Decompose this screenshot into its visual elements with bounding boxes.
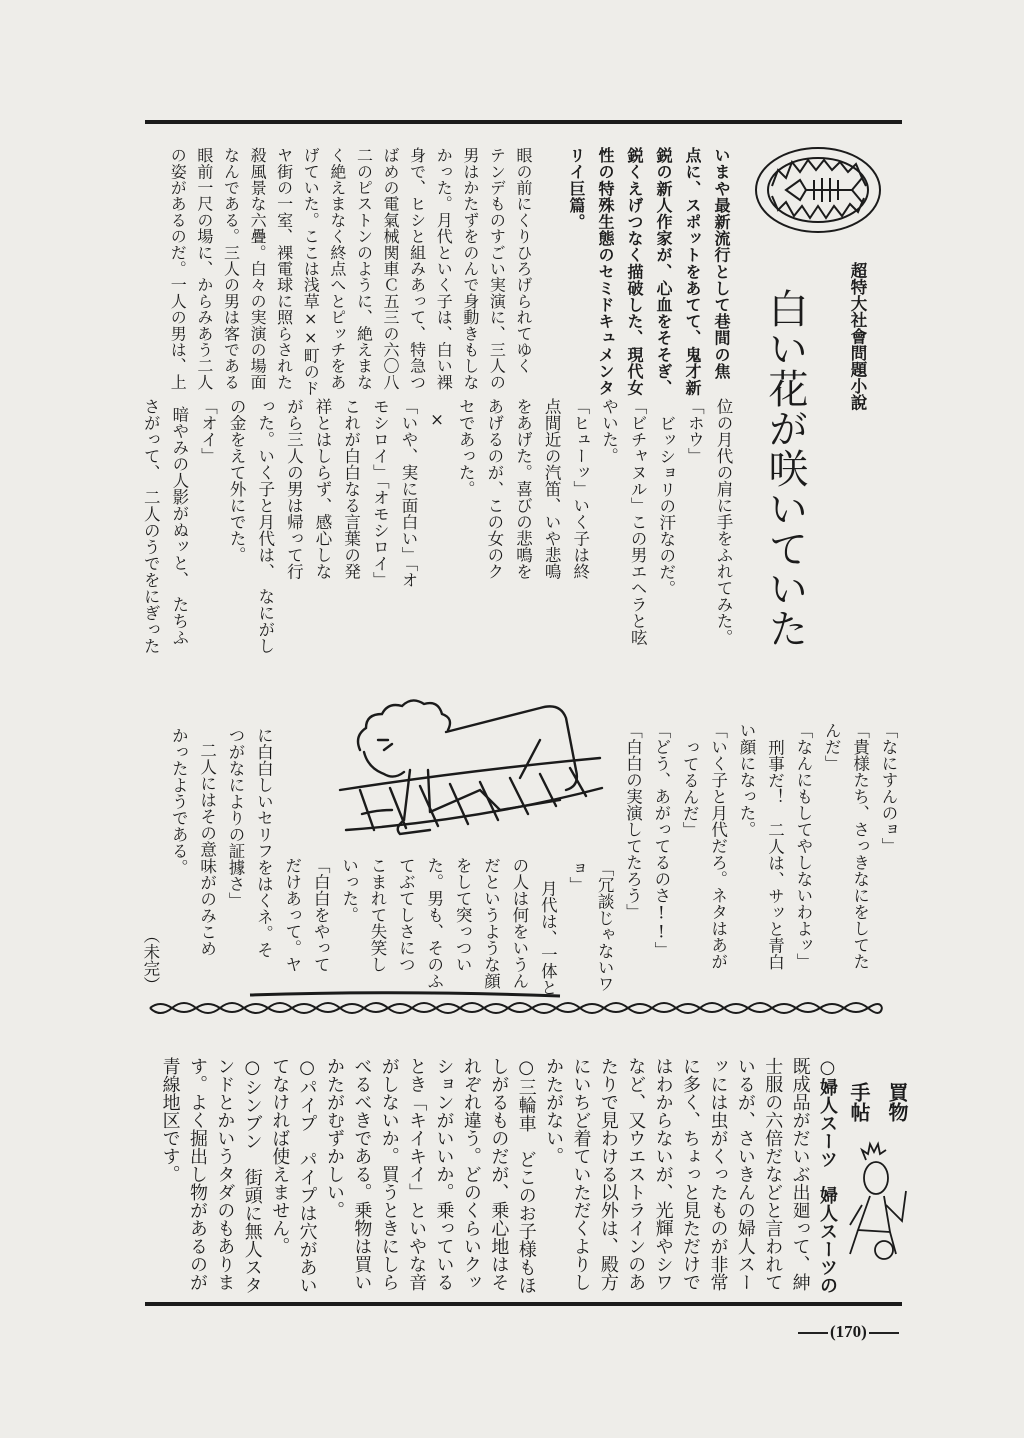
- text-column: く絶えまなく終点へとピッチをあ: [327, 147, 347, 390]
- text-column: とき「キイキイ」といやな音: [406, 1057, 428, 1291]
- text-column: しがるものだが、乗心地はそ: [488, 1057, 510, 1291]
- text-column: に多く、ちょっと見ただけで: [680, 1057, 702, 1291]
- lede-column: 点に、スポットをあてて、鬼才新: [683, 147, 702, 396]
- shopping-heading-2: 手帖: [847, 1082, 871, 1122]
- fish-emblem-icon: [756, 148, 880, 232]
- text-column: 「どう、あがってるのさ!!」: [651, 722, 671, 958]
- lede-column: 鋭の新人作家が、心血をそそぎ、: [654, 147, 673, 396]
- text-column: やいた。: [599, 398, 619, 464]
- text-column: 「いく子と月代だろ。ネタはあが: [708, 722, 728, 970]
- text-column: 「白白をやって: [311, 857, 331, 973]
- article-title: 白い花が咲いていた: [762, 288, 808, 648]
- text-column: 「ビチャヌル」この男エヘラと呟: [628, 398, 648, 646]
- text-column: 刑事だ！ 二人は、サッと青白: [765, 739, 785, 970]
- text-column: い顔になった。: [737, 722, 757, 838]
- text-column: だというような顔: [481, 857, 501, 989]
- text-column: あげるのが、この女のク: [484, 398, 504, 580]
- text-column: モシロイ」「オモシロイ」: [370, 398, 390, 588]
- shopper-figure-illustration: [850, 1144, 906, 1259]
- section-break-mark: ×: [427, 410, 447, 429]
- text-column: 殺風景な六疊。白々の実演の場面: [248, 147, 268, 390]
- text-column: ヤ街の一室、裸電球に照らされた: [274, 147, 294, 390]
- text-column: つがなによりの証據さ」: [226, 727, 246, 909]
- lede-column: いまや最新流行として巷間の焦: [712, 147, 731, 380]
- text-column: ってるんだ」: [680, 739, 700, 838]
- text-column: れぞれ違う。どのくらいクッ: [460, 1057, 482, 1291]
- text-column: 二人にはその意味がのみこめ: [197, 742, 217, 957]
- text-column: ビッショリの汗なのだ。: [656, 415, 676, 597]
- text-column: 祥とはしらず、感心しな: [313, 398, 333, 580]
- text-column: ョ」: [566, 860, 586, 893]
- lede-column: リイ巨篇。: [567, 147, 586, 230]
- text-column: げていた。ここは浅草××町のド: [301, 147, 321, 396]
- text-column: だけあって。ヤ: [282, 857, 302, 973]
- text-column: 「白白の実演してたろう」: [623, 722, 643, 920]
- text-column: かった。月代といく子は、白い裸: [434, 147, 454, 390]
- text-column: った。いく子と月代は、 なにがし: [255, 398, 275, 654]
- lede-column: 性の特殊生態のセミドキュメンタ: [596, 147, 615, 396]
- text-column: の姿があるのだ。一人の男は、上: [168, 147, 188, 390]
- text-column: 「オイ」: [198, 398, 218, 464]
- text-column: セであった。: [456, 398, 476, 497]
- text-column: 士服の六倍だなどと言われて: [762, 1057, 784, 1291]
- text-column: に白白しいセリフをはくネ。そ: [254, 727, 274, 958]
- text-column: がら三人の男は帰って行: [284, 398, 304, 580]
- text-column: かったようである。: [169, 727, 189, 876]
- text-column: 「ヒューッ」いく子は終: [570, 398, 590, 580]
- text-column: ッには虫がくったものが非常: [707, 1057, 729, 1291]
- text-column: これが白白なる言葉の発: [341, 398, 361, 580]
- text-column: 既成品がだいぶ出廻って、紳: [789, 1057, 811, 1291]
- text-column: ○パイプ パイプは穴があい: [296, 1057, 318, 1294]
- text-column: がしないか。買うときにしら: [378, 1057, 400, 1291]
- text-column: かたがむずかしい。: [323, 1057, 345, 1219]
- article-body-tier-1: [164, 147, 536, 396]
- chain-divider-ornament: [150, 993, 882, 1013]
- text-column: 点間近の汽笛、いや悲鳴: [542, 398, 562, 580]
- text-column: 眼の前にくりひろげられてゆく: [514, 147, 533, 374]
- text-column: 位の月代の肩に手をふれてみた。: [714, 398, 733, 646]
- text-column: かたがない。: [543, 1057, 565, 1165]
- page-number: (170): [796, 1322, 901, 1342]
- text-column: んだ」: [822, 722, 842, 772]
- text-column: ○三輪車 どこのお子様もほ: [515, 1057, 537, 1294]
- text-column: いった。: [339, 857, 359, 923]
- text-column: など、又ウエストラインのあ: [625, 1057, 647, 1291]
- text-column: の金をえて外にでた。: [227, 398, 247, 563]
- text-column: 「なにすんのョ」: [879, 722, 898, 854]
- text-column: 暗やみの人影がぬッと、 たちふ: [169, 406, 189, 646]
- text-column: 二のピストンのように、絶えまな: [354, 147, 374, 390]
- text-column: はわからないが、光輝やシワ: [652, 1057, 674, 1291]
- text-column: ○婦人スーツ 婦人スーツの: [817, 1057, 838, 1294]
- text-column: をして突っつい: [453, 857, 473, 973]
- text-column: ○シンブン 街頭に無人スタ: [241, 1057, 263, 1294]
- text-column: の人は何をいうん: [509, 857, 529, 989]
- text-column: ンドとかいうタダのもありま: [214, 1057, 236, 1291]
- text-column: にいちど着ていただくよりし: [570, 1057, 592, 1291]
- article-kicker: 超特大社會問題小說: [848, 262, 867, 411]
- text-column: 「貴様たち、さっきなにをしてた: [850, 722, 870, 970]
- text-column: なんである。三人の男は客である: [221, 147, 241, 390]
- text-column: 「なんにもしてやしないわよッ」: [793, 722, 813, 970]
- text-column: 青線地区です。: [159, 1057, 181, 1183]
- text-column: 月代は、一体と: [538, 880, 558, 996]
- text-column: ばめの電氣械関車Ｃ五三の六〇八: [381, 147, 401, 390]
- text-column: 眼前一尺の場に、からみあう二人: [194, 147, 214, 390]
- text-column: こまれて失笑し: [367, 857, 387, 973]
- text-column: たりで見わける以外は、殿方: [597, 1057, 619, 1291]
- text-column: いるが、さいきんの婦人スー: [734, 1057, 756, 1291]
- text-column: てなければ使えません。: [269, 1057, 291, 1255]
- shopping-notes: [156, 1057, 841, 1294]
- text-column: さがって、 二人のうでをにぎった: [141, 398, 161, 654]
- text-column: べるべきである。乗物は買い: [351, 1057, 373, 1291]
- text-column: た。男も、そのふ: [424, 857, 444, 989]
- text-column: す。よく掘出し物があるのが: [187, 1057, 209, 1291]
- to-be-continued-mark: （未完）: [140, 927, 160, 993]
- lede-column: 鋭くえげつなく描破した、現代女: [625, 147, 644, 396]
- text-column: 「いや、実に面白い」「オ: [398, 398, 418, 588]
- shopping-heading-1: 買物: [885, 1082, 909, 1122]
- text-column: 「ホウ」: [685, 398, 705, 464]
- article-body-tier-3: [135, 722, 902, 996]
- text-column: テンデものすごい実演に、三人の: [487, 147, 507, 390]
- text-column: ションがいいか。乗っている: [433, 1057, 455, 1291]
- text-column: をあげた。喜びの悲鳴を: [513, 398, 533, 580]
- text-column: 「冗談じゃないワ: [595, 860, 615, 992]
- text-column: てぶてしさにつ: [396, 857, 416, 973]
- text-column: 身で、ヒシと組みあって、特急つ: [407, 147, 427, 390]
- article-body-tier-2: [136, 398, 737, 654]
- article-lede: [562, 147, 736, 396]
- text-column: 男はかたずをのんで身動きもしな: [460, 147, 480, 390]
